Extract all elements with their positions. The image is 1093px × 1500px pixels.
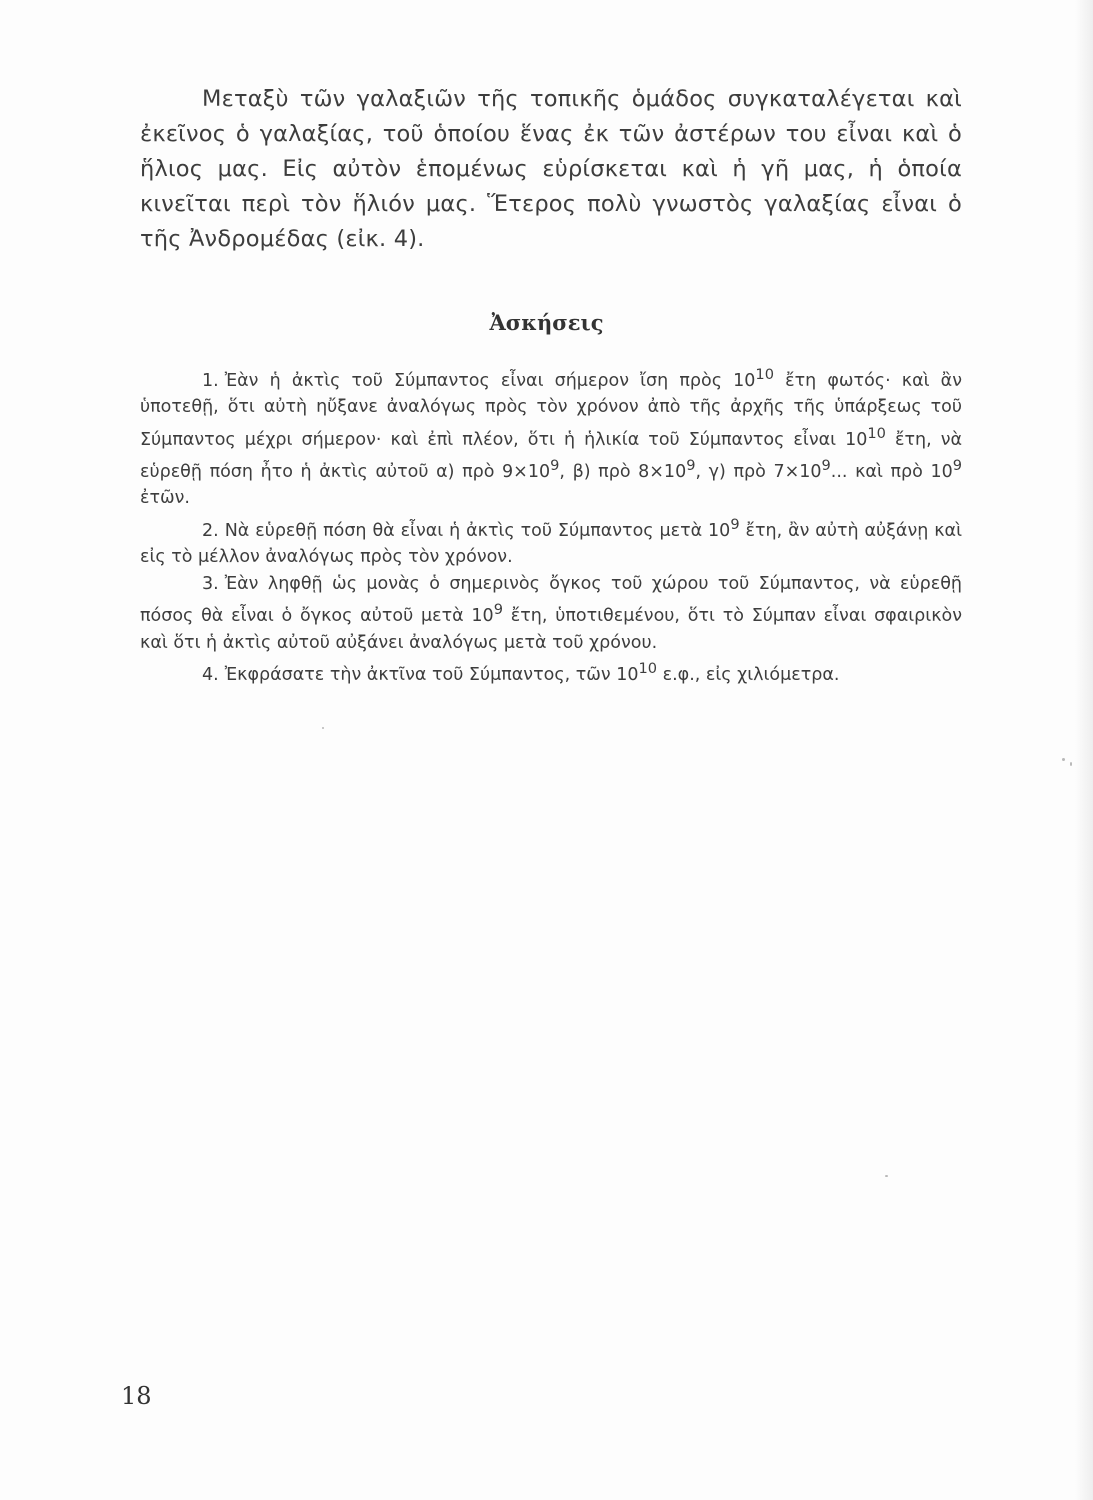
exponent: 10 — [755, 366, 774, 383]
exercise-text: , γ) πρὸ 7×10 — [695, 461, 822, 482]
exercise-text: ... καὶ πρὸ 10 — [830, 461, 953, 482]
exercise-3 — [140, 571, 962, 656]
exercise-text: ἔτη, ὑποτιθεμένου, ὅτι τὸ Σύμπαν εἶναι σφαιρικὸν καὶ ὅτι ἡ ἀκτὶς αὐτοῦ αὐξάνει ἀναλόγως μετὰ τοῦ χρόνου. — [140, 606, 962, 653]
exercise-text: , β) πρὸ 8×10 — [559, 461, 687, 482]
exponent: 9 — [686, 457, 696, 475]
exercise-text: ἔτη, νὰ εὑρεθῇ πόση ἦτο ἡ ἀκτὶς αὐτοῦ α) πρὸ 9×10 — [140, 429, 963, 482]
exercise-1 — [140, 362, 962, 512]
exercise-text: Ἐὰν ἡ ἀκτὶς τοῦ Σύμπαντος εἶναι σήμερον ἴση πρὸς 10 — [224, 370, 756, 391]
scan-speck — [322, 727, 324, 729]
exercise-text: Νὰ εὑρεθῇ πόση θὰ εἶναι ἡ ἀκτὶς τοῦ Σύμπαντος μετὰ 10 — [224, 520, 731, 541]
scan-speck — [1062, 758, 1065, 761]
exercises-heading: Ἀσκήσεις — [489, 310, 604, 335]
exercise-2 — [140, 512, 962, 571]
exponent: 9 — [730, 515, 740, 533]
exercise-4 — [140, 656, 962, 688]
exercise-text: ἔτη φωτός· καὶ ἂν ὑποτεθῇ, ὅτι αὐτὴ ηὔξανε ἀναλόγως πρὸς τὸν χρόνον ἀπὸ τῆς ἀρχῆς τῆς ὑπάρξεως τοῦ Σύμπαντος μέχρι σήμερον· καὶ ἐπὶ πλέον, ὅτι ἡ ἡλικία τοῦ Σύμπαντος εἶναι 10 — [140, 370, 962, 450]
exponent: 9 — [821, 457, 831, 475]
exponent: 9 — [550, 457, 560, 475]
intro-paragraph: Μεταξὺ τῶν γαλαξιῶν τῆς τοπικῆς ὁμάδος συγκαταλέγεται καὶ ἐκεῖνος ὁ γαλαξίας, τοῦ ὁποίου ἕνας ἐκ τῶν ἀστέρων του εἶναι καὶ ὁ ἥλιος μας. Εἰς αὐτὸν ἑπομένως εὑρίσκεται καὶ ἡ γῆ μας, ἡ ὁποία κινεῖται περὶ τὸν ἥλιόν μας. Ἕτερος πολὺ γνωστὸς γαλαξίας εἶναι ὁ τῆς Ἀνδρομέδας (εἰκ. 4). — [140, 86, 962, 252]
exercise-number: 4. — [202, 664, 219, 685]
page-number: 18 — [121, 1382, 152, 1410]
exercise-number: 1. — [202, 370, 219, 391]
exercise-text: ἔτη, ἂν αὐτὴ αὐξάνῃ καὶ εἰς τὸ μέλλον ἀναλόγως πρὸς τὸν χρόνον. — [140, 520, 963, 568]
exponent: 9 — [493, 601, 503, 619]
exercise-text: ε.φ., εἰς χιλιόμετρα. — [657, 664, 840, 685]
exercises-list — [140, 362, 962, 688]
exponent: 9 — [952, 457, 962, 475]
exponent: 10 — [638, 660, 658, 678]
exercise-number: 2. — [202, 520, 219, 541]
exponent: 10 — [867, 424, 886, 442]
exercise-text: Ἐὰν ληφθῇ ὡς μονὰς ὁ σημερινὸς ὄγκος τοῦ χώρου τοῦ Σύμπαντος, νὰ εὑρεθῇ πόσος θὰ εἶναι ὁ ὄγκος αὐτοῦ μετὰ 10 — [140, 573, 962, 627]
intro-section — [140, 82, 962, 257]
exercise-text: ἐτῶν. — [140, 488, 190, 509]
scan-speck — [885, 1175, 888, 1177]
exercise-text: Ἐκφράσατε τὴν ἀκτῖνα τοῦ Σύμπαντος, τῶν 10 — [224, 664, 639, 685]
page-edge-shadow — [1075, 0, 1093, 1500]
exercise-number: 3. — [202, 573, 219, 594]
scan-speck — [1070, 762, 1072, 766]
